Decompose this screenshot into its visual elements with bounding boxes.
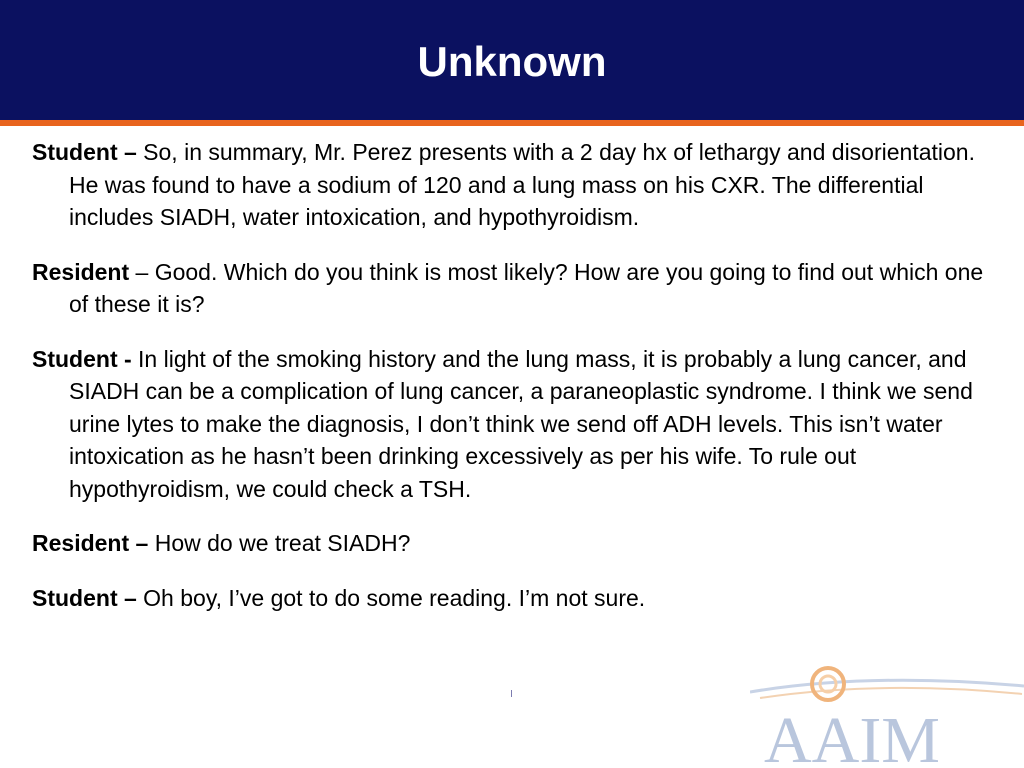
slide-title: Unknown <box>417 38 607 85</box>
speaker-label: Resident <box>32 258 130 285</box>
dialogue-text: Oh boy, I’ve got to do some reading. I’m not sure. <box>136 584 646 611</box>
dialogue-text: – Good. Which do you think is most likely? How are you going to find out which one of these it is? <box>69 258 984 317</box>
dialogue-body <box>32 136 1000 636</box>
dialogue-text: How do we treat SIADH? <box>148 530 411 556</box>
aaim-logo <box>750 650 1024 768</box>
speaker-label: Student – <box>32 139 137 165</box>
speaker-label: Resident – <box>32 530 149 556</box>
logo-arc-orange <box>760 688 1022 698</box>
accent-divider <box>0 120 1024 126</box>
speaker-label: Student - <box>32 345 132 372</box>
dialogue-text: So, in summary, Mr. Perez presents with a 2 day hx of lethargy and disorientation. He was found to have a sodium of 120 and a lung mass on his CXR. The differential includes SIADH, water intoxication, and hypothyroidism. <box>69 139 975 230</box>
dialogue-text: In light of the smoking history and the lung mass, it is probably a lung cancer, and SIADH can be a complication of lung cancer, a paraneoplastic syndrome. I think we send urine lytes to make the diagnosis, I don’t think we send off ADH levels. This isn’t water intoxication as he hasn’t been drinking excessively as per his wife. To rule out hypothyroidism, we could check a TSH. <box>69 345 973 502</box>
dialogue-line-4 <box>32 527 1000 560</box>
logo-text: AAIM <box>764 704 940 768</box>
slide-marker <box>511 690 512 697</box>
dialogue-line-3 <box>32 343 1000 506</box>
speaker-label: Student – <box>32 584 137 611</box>
dialogue-line-5 <box>32 582 1000 615</box>
dialogue-line-2 <box>32 256 1000 321</box>
dialogue-line-1 <box>32 136 1000 234</box>
